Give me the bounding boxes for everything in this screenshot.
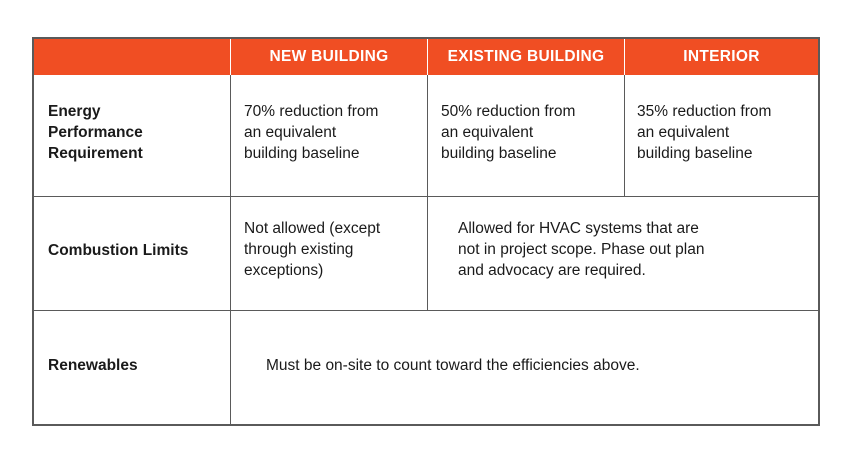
- column-divider: [230, 75, 231, 426]
- row-divider: [34, 196, 818, 197]
- header-divider: [427, 39, 428, 75]
- header-new-building: NEW BUILDING: [269, 48, 389, 65]
- cell-energy-existing-building: 50% reduction from an equivalent building baseline: [441, 103, 576, 162]
- cell-renewables-all: Must be on-site to count toward the efficiencies above.: [266, 357, 640, 374]
- row-label-combustion-limits: Combustion Limits: [48, 242, 189, 259]
- header-empty-cell: [34, 39, 230, 75]
- table-header: [34, 39, 818, 75]
- header-divider: [230, 39, 231, 75]
- header-existing-building: EXISTING BUILDING: [447, 48, 605, 65]
- column-divider: [624, 75, 625, 196]
- row-label-renewables: Renewables: [48, 357, 138, 374]
- cell-energy-interior: 35% reduction from an equivalent building baseline: [637, 103, 772, 162]
- cell-combustion-new-building: Not allowed (except through existing exceptions): [244, 220, 381, 279]
- header-interior: INTERIOR: [683, 48, 760, 65]
- header-divider: [624, 39, 625, 75]
- requirements-table: [32, 37, 820, 426]
- column-divider: [427, 75, 428, 310]
- row-label-energy-performance: Energy Performance Requirement: [48, 103, 143, 162]
- cell-combustion-existing-interior: Allowed for HVAC systems that are not in project scope. Phase out plan and advocacy are required.: [458, 220, 705, 279]
- row-divider: [34, 310, 818, 311]
- cell-energy-new-building: 70% reduction from an equivalent building baseline: [244, 103, 379, 162]
